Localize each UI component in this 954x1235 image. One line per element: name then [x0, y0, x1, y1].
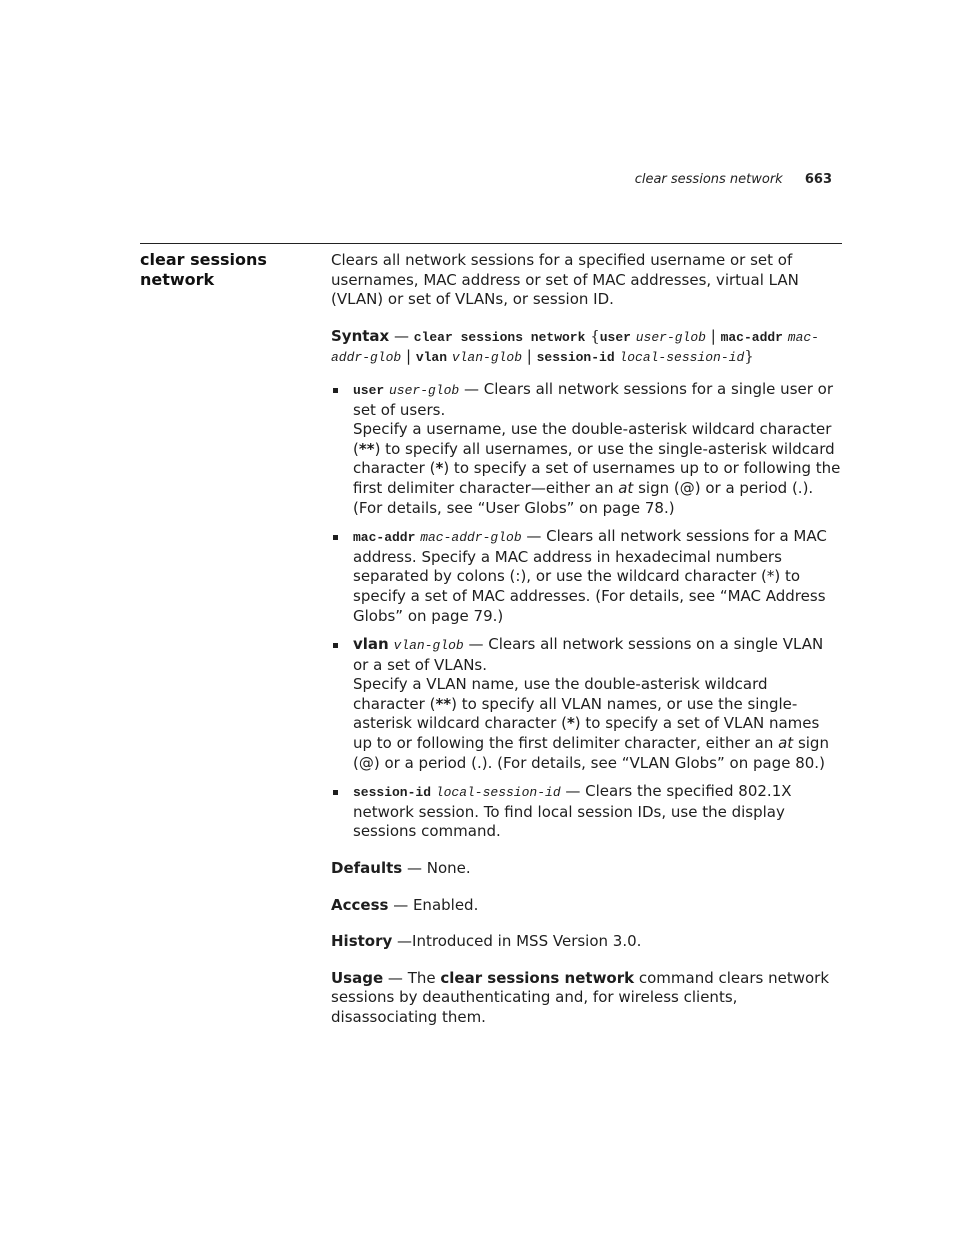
bullet-user-text: — Clears all network sessions for a single user or set of users.: [353, 379, 834, 419]
usage-command: clear sessions network: [440, 968, 635, 987]
detail-italic: at: [778, 734, 794, 753]
bullet-mac-arg: mac-addr-glob: [420, 530, 522, 546]
bullet-user: [331, 380, 843, 420]
bullet-session-arg: local-session-id: [435, 785, 561, 801]
syntax-kw-session: session-id: [536, 350, 615, 366]
bullet-square: [333, 388, 338, 393]
access-text: — Enabled.: [388, 895, 479, 914]
syntax-arg-session: local-session-id: [619, 350, 745, 366]
section-heading-line2: network: [140, 270, 215, 289]
page-number: 663: [804, 172, 832, 187]
syntax-open-brace: {: [590, 326, 600, 345]
defaults-text: — None.: [402, 859, 471, 878]
syntax-dash: —: [389, 326, 414, 345]
detail-italic: at: [618, 478, 634, 497]
history-text: —Introduced in MSS Version 3.0.: [392, 932, 642, 951]
detail-bold: *: [566, 714, 575, 733]
detail-text: ) to specify all VLAN names, or use the single-asterisk wildcard character (: [353, 694, 798, 733]
detail-bold: **: [358, 439, 375, 458]
defaults-paragraph: [331, 859, 843, 879]
syntax-arg-user: user-glob: [635, 329, 706, 345]
detail-text: Specify a username, use the double-asterisk wildcard character (: [353, 420, 832, 458]
section-heading: [140, 250, 320, 290]
bullet-square: [333, 535, 338, 540]
detail-text: Specify a VLAN name, use the double-asterisk wildcard character (: [353, 675, 768, 713]
syntax-sep: |: [705, 326, 721, 345]
bullet-square: [333, 643, 338, 648]
syntax-paragraph: [331, 327, 843, 368]
usage-label: Usage: [331, 968, 384, 987]
syntax-sep: |: [401, 347, 416, 366]
syntax-sep: |: [522, 347, 537, 366]
section-body: [331, 251, 843, 1028]
detail-bold: *: [435, 459, 444, 478]
usage-paragraph: [331, 969, 843, 1028]
bullet-session: [331, 782, 843, 842]
syntax-close-brace: }: [744, 347, 754, 366]
history-label: History: [331, 932, 393, 951]
bullet-vlan: [331, 635, 843, 675]
detail-text: sign (@) or a period (.). (For details, see “VLAN Globs” on page 80.): [353, 734, 829, 772]
detail-text: ) to specify all usernames, or use the single-asterisk wildcard character (: [353, 439, 835, 478]
syntax-arg-mac: mac-addr-glob: [331, 329, 819, 366]
bullet-vlan-detail: [331, 675, 843, 773]
bullet-square: [333, 790, 338, 795]
bullet-user-kw: user: [353, 382, 385, 398]
access-label: Access: [331, 895, 389, 914]
syntax-arg-vlan: vlan-glob: [451, 350, 523, 366]
bullet-user-arg: user-glob: [389, 382, 460, 398]
running-head-title: clear sessions network: [634, 172, 783, 187]
bullet-mac-kw: mac-addr: [353, 530, 416, 546]
history-paragraph: [331, 932, 843, 952]
syntax-kw-vlan: vlan: [415, 350, 448, 366]
detail-bold: **: [435, 694, 452, 713]
syntax-kw-mac: mac-addr: [720, 329, 783, 345]
running-head: [635, 172, 832, 187]
bullet-mac: [331, 527, 843, 626]
defaults-label: Defaults: [331, 859, 403, 878]
usage-text: — The: [383, 968, 441, 987]
intro-paragraph: Clears all network sessions for a specified username or set of usernames, MAC address or set of MAC addresses, virtual LAN (VLAN) or set of VLANs, or session ID.: [331, 251, 799, 309]
detail-text: sign (@) or a period (.). (For details, see “User Globs” on page 78.): [353, 478, 814, 517]
bullet-mac-text: — Clears all network sessions for a MAC address. Specify a MAC address in hexadecimal numbers separated by colons (:), or use the wildcard character (*) to specify a set of MAC addresses. (For details, see “MAC Address Globs” on page 79.): [353, 527, 827, 625]
bullet-session-kw: session-id: [353, 785, 432, 801]
detail-text: ) to specify a set of VLAN names up to or following the first delimiter character, either an: [353, 714, 820, 753]
syntax-command: clear sessions network: [413, 329, 586, 345]
section-rule: [140, 243, 842, 244]
bullet-vlan-kw: vlan: [353, 635, 389, 654]
syntax-kw-user: user: [599, 329, 631, 345]
section-heading-line1: clear sessions: [140, 250, 267, 269]
bullet-vlan-text: — Clears all network sessions on a single VLAN or a set of VLANs.: [353, 635, 824, 674]
bullet-session-text: — Clears the specified 802.1X network session. To find local session IDs, use the display sessions command.: [353, 782, 792, 841]
syntax-label: Syntax: [331, 326, 390, 345]
bullet-user-detail: [331, 420, 843, 518]
bullet-vlan-arg: vlan-glob: [393, 638, 464, 654]
access-paragraph: [331, 896, 843, 916]
usage-text: command clears network sessions by deauthenticating and, for wireless clients, disassociating them.: [331, 968, 830, 1026]
detail-text: ) to specify a set of usernames up to or following the first delimiter character—either an: [353, 459, 841, 497]
